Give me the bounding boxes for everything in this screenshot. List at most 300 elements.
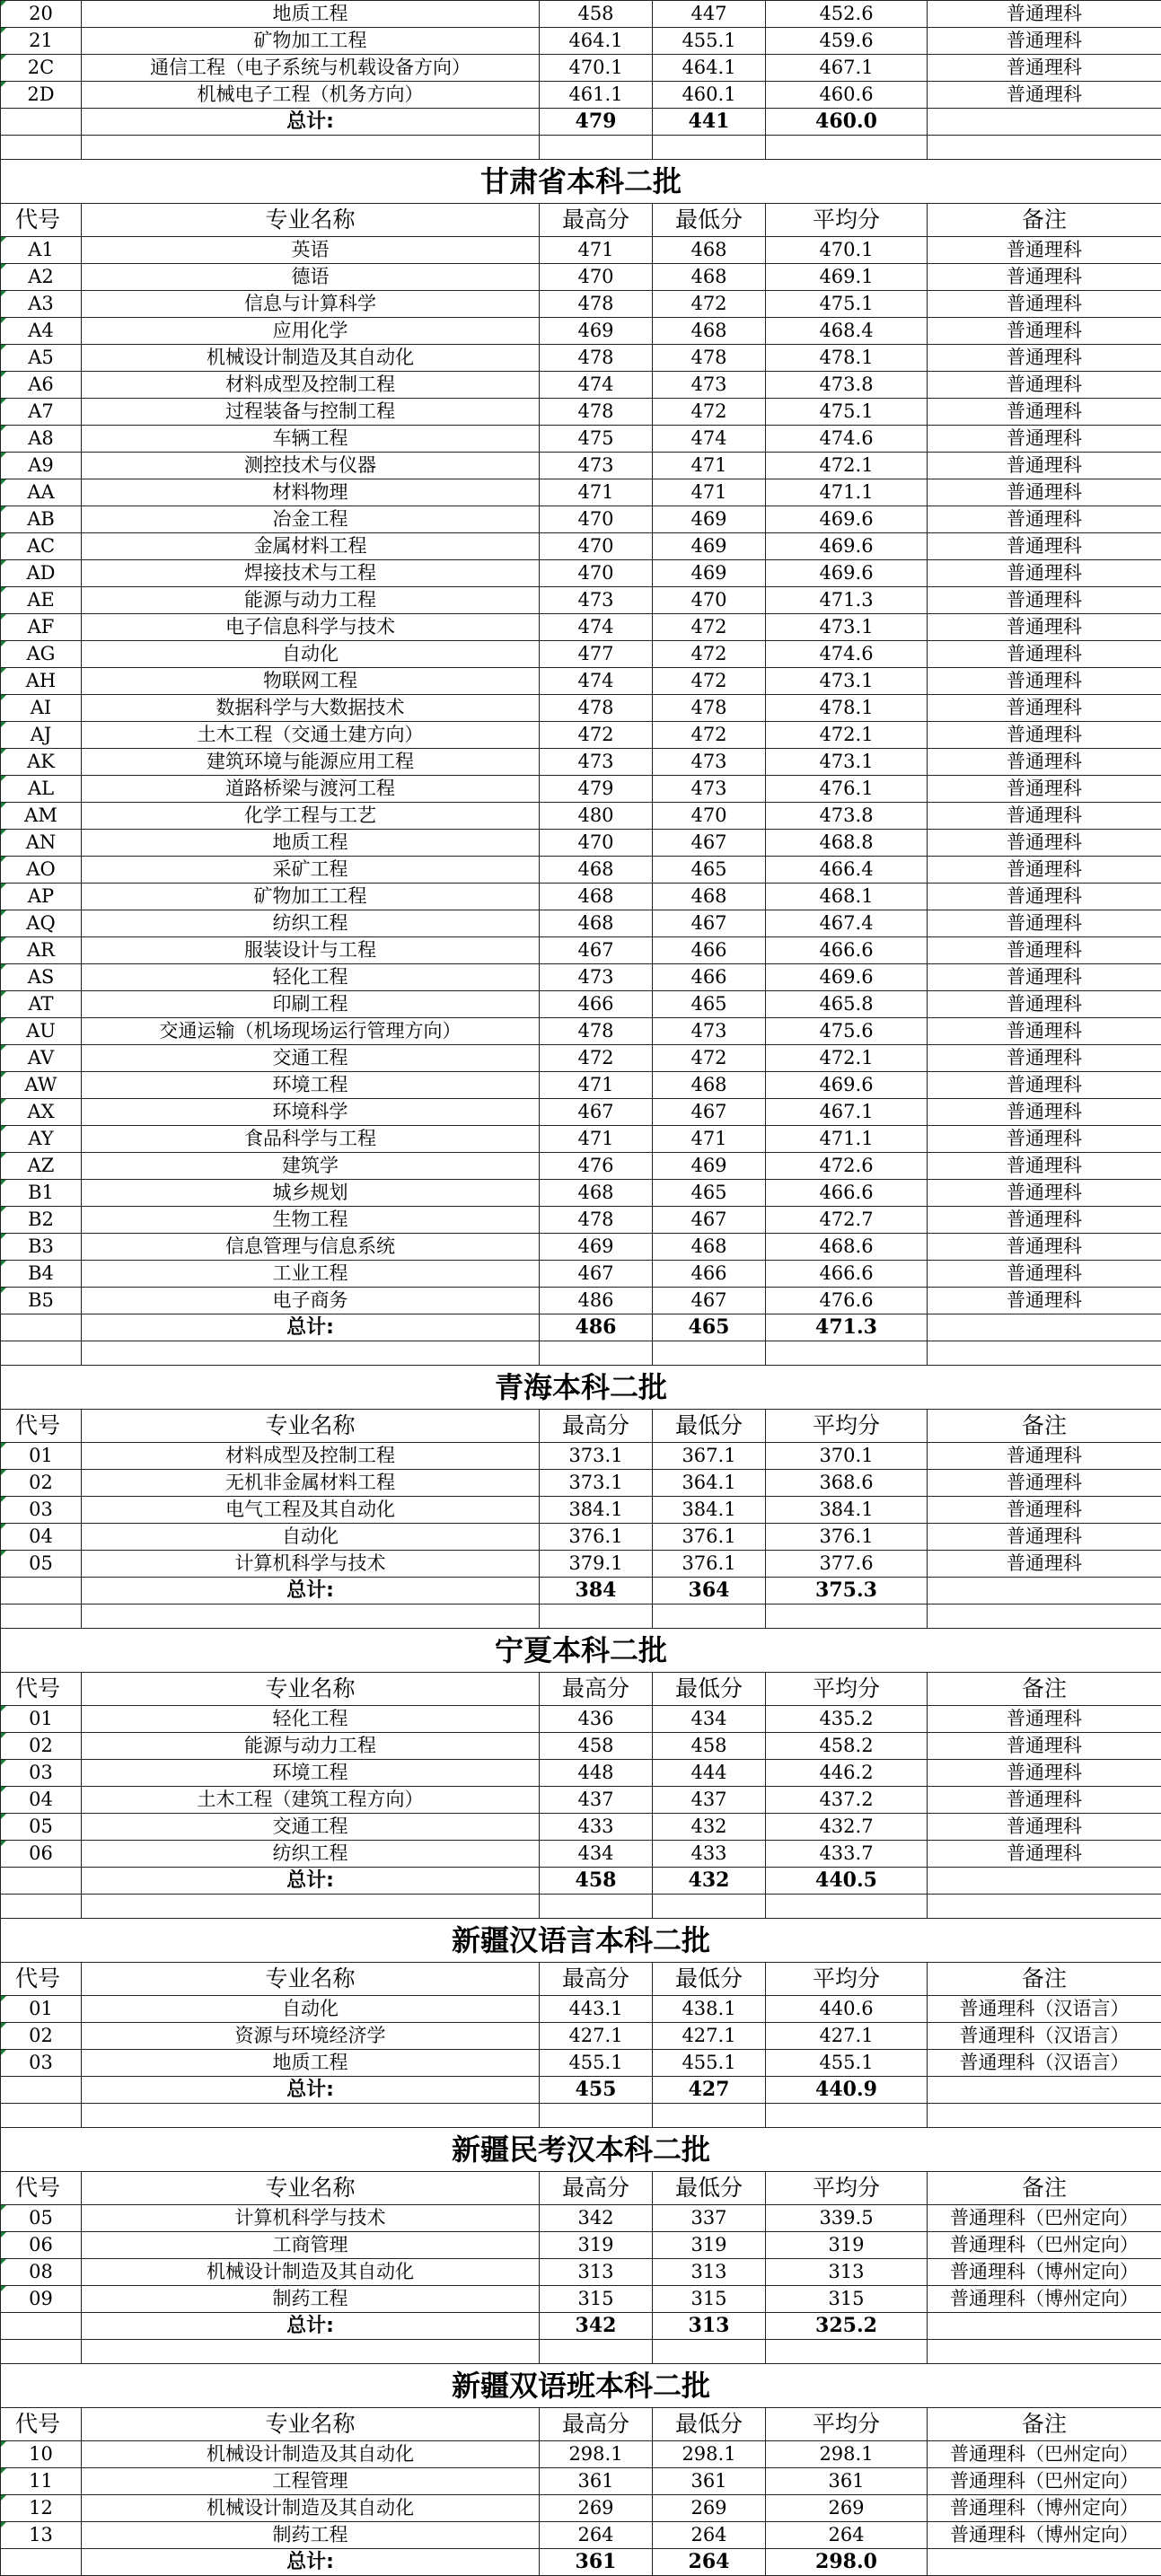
max-score-cell[interactable]: 467 [540,1099,653,1126]
min-score-cell[interactable]: 472 [653,614,766,641]
code-cell[interactable]: 08 [1,2259,82,2286]
note-cell[interactable]: 普通理科 [928,237,1161,264]
code-cell[interactable]: 12 [1,2495,82,2522]
avg-score-cell[interactable]: 269 [766,2495,928,2522]
avg-score-cell[interactable]: 377.6 [766,1551,928,1578]
avg-score-cell[interactable]: 473.8 [766,372,928,399]
major-cell[interactable]: 计算机科学与技术 [82,1551,540,1578]
note-cell[interactable]: 普通理科（汉语言） [928,1996,1161,2023]
min-score-cell[interactable]: 467 [653,1099,766,1126]
major-cell[interactable]: 土木工程（建筑工程方向） [82,1787,540,1814]
avg-score-cell[interactable]: 361 [766,2468,928,2495]
avg-score-cell[interactable]: 475.6 [766,1018,928,1045]
avg-score-cell[interactable]: 466.4 [766,857,928,884]
max-score-cell[interactable]: 471 [540,479,653,506]
code-cell[interactable]: AX [1,1099,82,1126]
min-score-cell[interactable]: 467 [653,1207,766,1234]
max-score-cell[interactable]: 474 [540,614,653,641]
note-cell[interactable]: 普通理科 [928,1261,1161,1288]
code-cell[interactable]: AH [1,668,82,695]
min-score-cell[interactable]: 337 [653,2205,766,2232]
code-cell[interactable]: B4 [1,1261,82,1288]
major-cell[interactable]: 道路桥梁与渡河工程 [82,776,540,803]
min-score-cell[interactable]: 460.1 [653,82,766,109]
max-score-cell[interactable]: 461.1 [540,82,653,109]
avg-score-cell[interactable]: 264 [766,2522,928,2549]
note-cell[interactable]: 普通理科（巴州定向） [928,2232,1161,2259]
min-score-cell[interactable]: 470 [653,803,766,830]
max-score-cell[interactable]: 478 [540,695,653,722]
max-score-cell[interactable]: 436 [540,1706,653,1733]
min-score-cell[interactable]: 473 [653,1018,766,1045]
avg-score-cell[interactable]: 473.1 [766,668,928,695]
major-cell[interactable]: 环境工程 [82,1072,540,1099]
max-score-cell[interactable]: 467 [540,1261,653,1288]
min-score-cell[interactable]: 469 [653,560,766,587]
min-score-cell[interactable]: 472 [653,399,766,426]
min-score-cell[interactable]: 364.1 [653,1470,766,1497]
major-cell[interactable]: 纺织工程 [82,910,540,937]
max-score-cell[interactable]: 478 [540,1207,653,1234]
avg-score-cell[interactable]: 315 [766,2286,928,2313]
max-score-cell[interactable]: 373.1 [540,1443,653,1470]
note-cell[interactable]: 普通理科 [928,964,1161,991]
max-score-cell[interactable]: 466 [540,991,653,1018]
code-cell[interactable]: AY [1,1126,82,1153]
major-cell[interactable]: 通信工程（电子系统与机载设备方向） [82,55,540,82]
min-score-cell[interactable]: 473 [653,749,766,776]
min-score-cell[interactable]: 468 [653,1072,766,1099]
note-cell[interactable]: 普通理科 [928,830,1161,857]
major-cell[interactable]: 轻化工程 [82,1706,540,1733]
code-cell[interactable]: AM [1,803,82,830]
major-cell[interactable]: 食品科学与工程 [82,1126,540,1153]
min-score-cell[interactable]: 319 [653,2232,766,2259]
note-cell[interactable]: 普通理科 [928,1153,1161,1180]
max-score-cell[interactable]: 476 [540,1153,653,1180]
max-score-cell[interactable]: 469 [540,318,653,345]
min-score-cell[interactable]: 433 [653,1841,766,1868]
min-score-cell[interactable]: 384.1 [653,1497,766,1524]
major-cell[interactable]: 资源与环境经济学 [82,2023,540,2050]
max-score-cell[interactable]: 473 [540,587,653,614]
avg-score-cell[interactable]: 465.8 [766,991,928,1018]
note-cell[interactable]: 普通理科 [928,28,1161,55]
note-cell[interactable]: 普通理科 [928,1443,1161,1470]
max-score-cell[interactable]: 479 [540,776,653,803]
avg-score-cell[interactable]: 458.2 [766,1733,928,1760]
avg-score-cell[interactable]: 459.6 [766,28,928,55]
note-cell[interactable]: 普通理科 [928,1099,1161,1126]
min-score-cell[interactable]: 455.1 [653,2050,766,2077]
max-score-cell[interactable]: 470 [540,506,653,533]
avg-score-cell[interactable]: 469.6 [766,533,928,560]
min-score-cell[interactable]: 367.1 [653,1443,766,1470]
min-score-cell[interactable]: 473 [653,372,766,399]
major-cell[interactable]: 印刷工程 [82,991,540,1018]
min-score-cell[interactable]: 458 [653,1733,766,1760]
code-cell[interactable]: A5 [1,345,82,372]
major-cell[interactable]: 建筑环境与能源应用工程 [82,749,540,776]
major-cell[interactable]: 机械设计制造及其自动化 [82,2495,540,2522]
max-score-cell[interactable]: 373.1 [540,1470,653,1497]
major-cell[interactable]: 地质工程 [82,830,540,857]
code-cell[interactable]: 04 [1,1524,82,1551]
max-score-cell[interactable]: 379.1 [540,1551,653,1578]
code-cell[interactable]: B3 [1,1234,82,1261]
note-cell[interactable]: 普通理科 [928,1524,1161,1551]
code-cell[interactable]: A4 [1,318,82,345]
avg-score-cell[interactable]: 471.1 [766,1126,928,1153]
max-score-cell[interactable]: 470 [540,264,653,291]
major-cell[interactable]: 纺织工程 [82,1841,540,1868]
avg-score-cell[interactable]: 473.1 [766,749,928,776]
avg-score-cell[interactable]: 478.1 [766,345,928,372]
avg-score-cell[interactable]: 468.6 [766,1234,928,1261]
note-cell[interactable]: 普通理科 [928,1706,1161,1733]
note-cell[interactable]: 普通理科（汉语言） [928,2050,1161,2077]
note-cell[interactable]: 普通理科 [928,1551,1161,1578]
max-score-cell[interactable]: 458 [540,1,653,28]
min-score-cell[interactable]: 472 [653,722,766,749]
code-cell[interactable]: 05 [1,2205,82,2232]
code-cell[interactable]: AA [1,479,82,506]
max-score-cell[interactable]: 473 [540,749,653,776]
major-cell[interactable]: 信息与计算科学 [82,291,540,318]
note-cell[interactable]: 普通理科（博州定向） [928,2495,1161,2522]
max-score-cell[interactable]: 269 [540,2495,653,2522]
code-cell[interactable]: AV [1,1045,82,1072]
avg-score-cell[interactable]: 469.6 [766,506,928,533]
major-cell[interactable]: 矿物加工工程 [82,28,540,55]
avg-score-cell[interactable]: 435.2 [766,1706,928,1733]
min-score-cell[interactable]: 376.1 [653,1524,766,1551]
code-cell[interactable]: 01 [1,1996,82,2023]
major-cell[interactable]: 金属材料工程 [82,533,540,560]
min-score-cell[interactable]: 444 [653,1760,766,1787]
avg-score-cell[interactable]: 471.3 [766,587,928,614]
avg-score-cell[interactable]: 473.1 [766,614,928,641]
avg-score-cell[interactable]: 384.1 [766,1497,928,1524]
min-score-cell[interactable]: 447 [653,1,766,28]
major-cell[interactable]: 采矿工程 [82,857,540,884]
code-cell[interactable]: 02 [1,2023,82,2050]
code-cell[interactable]: AR [1,937,82,964]
min-score-cell[interactable]: 474 [653,426,766,453]
max-score-cell[interactable]: 384.1 [540,1497,653,1524]
min-score-cell[interactable]: 467 [653,830,766,857]
major-cell[interactable]: 城乡规划 [82,1180,540,1207]
avg-score-cell[interactable]: 467.4 [766,910,928,937]
min-score-cell[interactable]: 315 [653,2286,766,2313]
note-cell[interactable]: 普通理科 [928,479,1161,506]
major-cell[interactable]: 生物工程 [82,1207,540,1234]
major-cell[interactable]: 环境工程 [82,1760,540,1787]
note-cell[interactable]: 普通理科 [928,1045,1161,1072]
min-score-cell[interactable]: 472 [653,641,766,668]
major-cell[interactable]: 自动化 [82,1996,540,2023]
note-cell[interactable]: 普通理科 [928,1470,1161,1497]
avg-score-cell[interactable]: 466.6 [766,1261,928,1288]
note-cell[interactable]: 普通理科 [928,1288,1161,1314]
max-score-cell[interactable]: 471 [540,1126,653,1153]
avg-score-cell[interactable]: 469.6 [766,1072,928,1099]
min-score-cell[interactable]: 437 [653,1787,766,1814]
max-score-cell[interactable]: 478 [540,291,653,318]
avg-score-cell[interactable]: 469.6 [766,560,928,587]
avg-score-cell[interactable]: 455.1 [766,2050,928,2077]
max-score-cell[interactable]: 443.1 [540,1996,653,2023]
max-score-cell[interactable]: 472 [540,1045,653,1072]
max-score-cell[interactable]: 473 [540,964,653,991]
avg-score-cell[interactable]: 466.6 [766,1180,928,1207]
major-cell[interactable]: 地质工程 [82,2050,540,2077]
major-cell[interactable]: 机械设计制造及其自动化 [82,2259,540,2286]
code-cell[interactable]: 01 [1,1443,82,1470]
avg-score-cell[interactable]: 475.1 [766,399,928,426]
min-score-cell[interactable]: 455.1 [653,28,766,55]
max-score-cell[interactable]: 319 [540,2232,653,2259]
avg-score-cell[interactable]: 478.1 [766,695,928,722]
note-cell[interactable]: 普通理科 [928,641,1161,668]
note-cell[interactable]: 普通理科 [928,82,1161,109]
note-cell[interactable]: 普通理科 [928,749,1161,776]
code-cell[interactable]: A8 [1,426,82,453]
max-score-cell[interactable]: 474 [540,668,653,695]
max-score-cell[interactable]: 486 [540,1288,653,1314]
max-score-cell[interactable]: 313 [540,2259,653,2286]
max-score-cell[interactable]: 315 [540,2286,653,2313]
code-cell[interactable]: 20 [1,1,82,28]
avg-score-cell[interactable]: 472.6 [766,1153,928,1180]
min-score-cell[interactable]: 298.1 [653,2441,766,2468]
note-cell[interactable]: 普通理科 [928,937,1161,964]
code-cell[interactable]: 10 [1,2441,82,2468]
code-cell[interactable]: AC [1,533,82,560]
note-cell[interactable]: 普通理科 [928,910,1161,937]
major-cell[interactable]: 制药工程 [82,2286,540,2313]
avg-score-cell[interactable]: 467.1 [766,55,928,82]
code-cell[interactable]: AL [1,776,82,803]
note-cell[interactable]: 普通理科（博州定向） [928,2259,1161,2286]
note-cell[interactable]: 普通理科 [928,1180,1161,1207]
min-score-cell[interactable]: 478 [653,695,766,722]
major-cell[interactable]: 土木工程（交通土建方向） [82,722,540,749]
note-cell[interactable]: 普通理科 [928,884,1161,910]
major-cell[interactable]: 材料成型及控制工程 [82,1443,540,1470]
avg-score-cell[interactable]: 469.1 [766,264,928,291]
code-cell[interactable]: B1 [1,1180,82,1207]
max-score-cell[interactable]: 473 [540,453,653,479]
max-score-cell[interactable]: 469 [540,1234,653,1261]
min-score-cell[interactable]: 313 [653,2259,766,2286]
major-cell[interactable]: 数据科学与大数据技术 [82,695,540,722]
code-cell[interactable]: 11 [1,2468,82,2495]
code-cell[interactable]: AO [1,857,82,884]
major-cell[interactable]: 建筑学 [82,1153,540,1180]
avg-score-cell[interactable]: 376.1 [766,1524,928,1551]
note-cell[interactable]: 普通理科 [928,1207,1161,1234]
min-score-cell[interactable]: 434 [653,1706,766,1733]
code-cell[interactable]: 21 [1,28,82,55]
min-score-cell[interactable]: 438.1 [653,1996,766,2023]
major-cell[interactable]: 工业工程 [82,1261,540,1288]
max-score-cell[interactable]: 342 [540,2205,653,2232]
avg-score-cell[interactable]: 471.1 [766,479,928,506]
note-cell[interactable]: 普通理科 [928,372,1161,399]
avg-score-cell[interactable]: 298.1 [766,2441,928,2468]
code-cell[interactable]: AQ [1,910,82,937]
note-cell[interactable]: 普通理科 [928,399,1161,426]
avg-score-cell[interactable]: 319 [766,2232,928,2259]
max-score-cell[interactable]: 477 [540,641,653,668]
max-score-cell[interactable]: 468 [540,910,653,937]
max-score-cell[interactable]: 478 [540,1018,653,1045]
major-cell[interactable]: 机械电子工程（机务方向） [82,82,540,109]
note-cell[interactable]: 普通理科 [928,803,1161,830]
major-cell[interactable]: 环境科学 [82,1099,540,1126]
major-cell[interactable]: 过程装备与控制工程 [82,399,540,426]
min-score-cell[interactable]: 467 [653,910,766,937]
code-cell[interactable]: 03 [1,1760,82,1787]
min-score-cell[interactable]: 469 [653,533,766,560]
avg-score-cell[interactable]: 370.1 [766,1443,928,1470]
major-cell[interactable]: 化学工程与工艺 [82,803,540,830]
code-cell[interactable]: 03 [1,2050,82,2077]
min-score-cell[interactable]: 466 [653,964,766,991]
min-score-cell[interactable]: 467 [653,1288,766,1314]
max-score-cell[interactable]: 475 [540,426,653,453]
major-cell[interactable]: 能源与动力工程 [82,1733,540,1760]
major-cell[interactable]: 电子商务 [82,1288,540,1314]
avg-score-cell[interactable]: 446.2 [766,1760,928,1787]
major-cell[interactable]: 交通运输（机场现场运行管理方向） [82,1018,540,1045]
code-cell[interactable]: AB [1,506,82,533]
max-score-cell[interactable]: 470.1 [540,55,653,82]
max-score-cell[interactable]: 468 [540,857,653,884]
avg-score-cell[interactable]: 474.6 [766,641,928,668]
major-cell[interactable]: 德语 [82,264,540,291]
avg-score-cell[interactable]: 452.6 [766,1,928,28]
major-cell[interactable]: 信息管理与信息系统 [82,1234,540,1261]
code-cell[interactable]: AD [1,560,82,587]
max-score-cell[interactable]: 298.1 [540,2441,653,2468]
code-cell[interactable]: AK [1,749,82,776]
code-cell[interactable]: AE [1,587,82,614]
avg-score-cell[interactable]: 313 [766,2259,928,2286]
major-cell[interactable]: 工商管理 [82,2232,540,2259]
note-cell[interactable]: 普通理科（博州定向） [928,2286,1161,2313]
note-cell[interactable]: 普通理科 [928,1733,1161,1760]
note-cell[interactable]: 普通理科 [928,1072,1161,1099]
major-cell[interactable]: 材料物理 [82,479,540,506]
min-score-cell[interactable]: 471 [653,479,766,506]
code-cell[interactable]: AT [1,991,82,1018]
avg-score-cell[interactable]: 475.1 [766,291,928,318]
max-score-cell[interactable]: 437 [540,1787,653,1814]
min-score-cell[interactable]: 468 [653,318,766,345]
min-score-cell[interactable]: 464.1 [653,55,766,82]
note-cell[interactable]: 普通理科 [928,1234,1161,1261]
max-score-cell[interactable]: 434 [540,1841,653,1868]
note-cell[interactable]: 普通理科 [928,426,1161,453]
avg-score-cell[interactable]: 470.1 [766,237,928,264]
major-cell[interactable]: 物联网工程 [82,668,540,695]
major-cell[interactable]: 车辆工程 [82,426,540,453]
min-score-cell[interactable]: 472 [653,668,766,695]
avg-score-cell[interactable]: 474.6 [766,426,928,453]
note-cell[interactable]: 普通理科 [928,695,1161,722]
note-cell[interactable]: 普通理科（巴州定向） [928,2205,1161,2232]
avg-score-cell[interactable]: 476.6 [766,1288,928,1314]
max-score-cell[interactable]: 455.1 [540,2050,653,2077]
max-score-cell[interactable]: 480 [540,803,653,830]
min-score-cell[interactable]: 471 [653,453,766,479]
code-cell[interactable]: A2 [1,264,82,291]
max-score-cell[interactable]: 448 [540,1760,653,1787]
min-score-cell[interactable]: 472 [653,1045,766,1072]
max-score-cell[interactable]: 478 [540,345,653,372]
major-cell[interactable]: 机械设计制造及其自动化 [82,2441,540,2468]
min-score-cell[interactable]: 361 [653,2468,766,2495]
avg-score-cell[interactable]: 460.6 [766,82,928,109]
code-cell[interactable]: AU [1,1018,82,1045]
code-cell[interactable]: 02 [1,1470,82,1497]
note-cell[interactable]: 普通理科 [928,1,1161,28]
code-cell[interactable]: AZ [1,1153,82,1180]
note-cell[interactable]: 普通理科 [928,857,1161,884]
code-cell[interactable]: 04 [1,1787,82,1814]
max-score-cell[interactable]: 472 [540,722,653,749]
max-score-cell[interactable]: 433 [540,1814,653,1841]
note-cell[interactable]: 普通理科（巴州定向） [928,2441,1161,2468]
major-cell[interactable]: 自动化 [82,1524,540,1551]
code-cell[interactable]: AP [1,884,82,910]
note-cell[interactable]: 普通理科 [928,1787,1161,1814]
min-score-cell[interactable]: 471 [653,1126,766,1153]
note-cell[interactable]: 普通理科 [928,776,1161,803]
note-cell[interactable]: 普通理科 [928,55,1161,82]
min-score-cell[interactable]: 264 [653,2522,766,2549]
max-score-cell[interactable]: 470 [540,533,653,560]
max-score-cell[interactable]: 478 [540,399,653,426]
major-cell[interactable]: 工程管理 [82,2468,540,2495]
avg-score-cell[interactable]: 468.1 [766,884,928,910]
note-cell[interactable]: 普通理科 [928,1126,1161,1153]
avg-score-cell[interactable]: 467.1 [766,1099,928,1126]
note-cell[interactable]: 普通理科 [928,614,1161,641]
major-cell[interactable]: 交通工程 [82,1045,540,1072]
code-cell[interactable]: 03 [1,1497,82,1524]
note-cell[interactable]: 普通理科 [928,1760,1161,1787]
min-score-cell[interactable]: 465 [653,857,766,884]
code-cell[interactable]: 05 [1,1551,82,1578]
note-cell[interactable]: 普通理科（博州定向） [928,2522,1161,2549]
note-cell[interactable]: 普通理科 [928,560,1161,587]
note-cell[interactable]: 普通理科 [928,318,1161,345]
avg-score-cell[interactable]: 432.7 [766,1814,928,1841]
avg-score-cell[interactable]: 468.8 [766,830,928,857]
code-cell[interactable]: A1 [1,237,82,264]
code-cell[interactable]: AF [1,614,82,641]
max-score-cell[interactable]: 467 [540,937,653,964]
max-score-cell[interactable]: 468 [540,1180,653,1207]
code-cell[interactable]: AJ [1,722,82,749]
avg-score-cell[interactable]: 437.2 [766,1787,928,1814]
min-score-cell[interactable]: 469 [653,1153,766,1180]
avg-score-cell[interactable]: 466.6 [766,937,928,964]
code-cell[interactable]: AG [1,641,82,668]
